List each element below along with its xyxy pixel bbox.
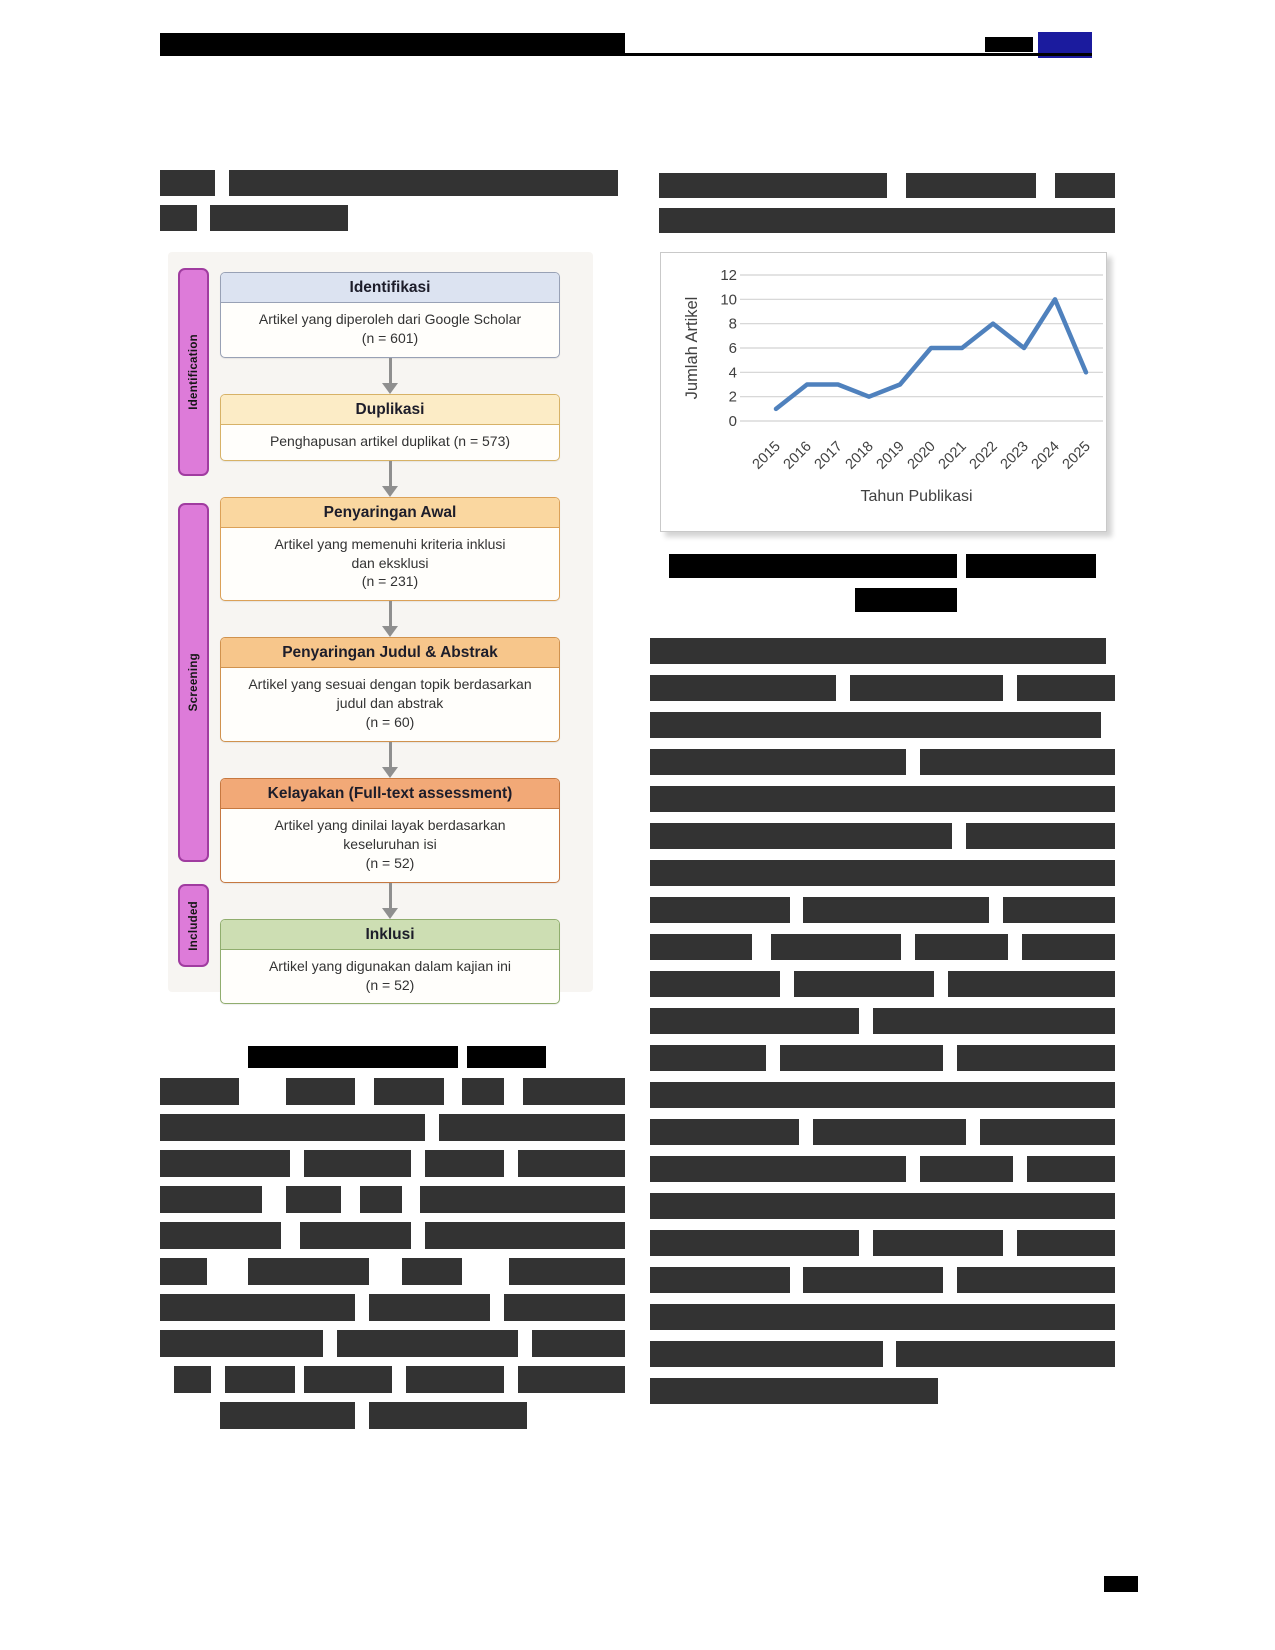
redacted-text-segment <box>906 173 1036 198</box>
flow-box-title: Identifikasi <box>221 273 559 303</box>
redacted-text-segment <box>966 823 1115 849</box>
flow-box-title: Penyaringan Judul & Abstrak <box>221 638 559 668</box>
chart-gridlines <box>740 275 1103 421</box>
flowchart-boxes <box>220 272 560 1004</box>
redacted-text-line <box>650 860 1115 886</box>
redacted-text-line <box>160 1330 625 1357</box>
flow-box-text: (n = 231) <box>361 573 419 590</box>
redacted-text-segment <box>220 1402 355 1429</box>
redacted-text-line <box>160 1046 625 1068</box>
redacted-text-line <box>985 37 1033 52</box>
redacted-left-body-text <box>160 1078 625 1438</box>
prisma-flowchart <box>168 252 593 992</box>
redacted-text-segment <box>669 554 957 578</box>
redacted-text-segment <box>160 1294 355 1321</box>
redacted-header-right-text <box>985 37 1033 53</box>
svg-text:2023: 2023 <box>997 438 1032 473</box>
svg-text:6: 6 <box>728 340 737 357</box>
redacted-text-line <box>650 823 1115 849</box>
redacted-text-segment <box>803 1267 943 1293</box>
redacted-text-segment <box>650 897 790 923</box>
svg-text:12: 12 <box>720 267 737 284</box>
redacted-text-line <box>650 897 1115 923</box>
redacted-text-segment <box>966 554 1096 578</box>
redacted-text-line <box>650 554 1115 578</box>
redacted-text-segment <box>650 1045 766 1071</box>
redacted-text-segment <box>160 1330 323 1357</box>
redacted-text-segment <box>504 1294 625 1321</box>
redacted-text-segment <box>425 1222 625 1249</box>
redacted-text-segment <box>518 1366 625 1393</box>
flow-box-title: Penyaringan Awal <box>221 498 559 528</box>
redacted-text-line <box>650 971 1115 997</box>
redacted-text-segment <box>650 1156 906 1182</box>
flow-box-text: judul dan abstrak <box>336 695 444 712</box>
redacted-right-body-text <box>650 638 1115 1408</box>
redacted-text-line <box>650 1156 1115 1182</box>
flow-box-text: (n = 52) <box>365 976 415 993</box>
redacted-text-segment <box>980 1119 1115 1145</box>
flow-box-text: (n = 52) <box>365 854 415 871</box>
redacted-text-segment <box>873 1008 1115 1034</box>
redacted-text-segment <box>855 588 957 612</box>
svg-text:2017: 2017 <box>811 438 846 473</box>
redacted-text-segment <box>160 1078 239 1105</box>
redacted-text-line <box>160 1294 625 1321</box>
redacted-text-line <box>160 1222 625 1249</box>
flow-box-inklusi <box>220 919 560 1005</box>
redacted-text-line <box>160 1114 625 1141</box>
redacted-text-segment <box>1027 1156 1115 1182</box>
flow-box-title: Duplikasi <box>221 395 559 425</box>
redacted-text-segment <box>957 1267 1115 1293</box>
flow-box-text: Penghapusan artikel duplikat (n = 573) <box>269 432 511 449</box>
svg-text:2019: 2019 <box>873 438 908 473</box>
redacted-text-line <box>650 173 1115 198</box>
redacted-text-segment <box>650 1008 859 1034</box>
stage-label-included: Included <box>187 900 200 951</box>
flow-box-text: Artikel yang digunakan dalam kajian ini <box>268 957 512 974</box>
chart-series-line <box>776 299 1086 408</box>
flow-box-body <box>221 950 559 1004</box>
redacted-text-segment <box>650 1230 859 1256</box>
redacted-text-segment <box>304 1366 392 1393</box>
flow-box-duplikasi <box>220 394 560 461</box>
redacted-text-segment <box>650 675 836 701</box>
redacted-text-line <box>160 170 618 196</box>
redacted-text-line <box>160 1150 625 1177</box>
svg-text:10: 10 <box>720 291 737 309</box>
redacted-text-segment <box>248 1046 457 1068</box>
redacted-text-segment <box>650 971 780 997</box>
redacted-text-line <box>650 749 1115 775</box>
stage-label-identification: Identification <box>187 334 200 410</box>
svg-text:0: 0 <box>728 413 737 430</box>
redacted-text-segment <box>650 1341 883 1367</box>
redacted-text-segment <box>225 1366 295 1393</box>
redacted-text-segment <box>369 1402 527 1429</box>
flow-box-text: Artikel yang sesuai dengan topik berdasarkan <box>248 676 532 693</box>
redacted-text-segment <box>300 1222 412 1249</box>
redacted-text-line <box>160 1402 625 1429</box>
redacted-text-segment <box>160 1114 425 1141</box>
redacted-text-segment <box>650 1304 1115 1330</box>
stage-bar-included <box>178 884 209 967</box>
redacted-text-line <box>160 1258 625 1285</box>
redacted-text-line <box>650 1045 1115 1071</box>
redacted-text-segment <box>532 1330 625 1357</box>
redacted-text-segment <box>160 1258 207 1285</box>
redacted-text-segment <box>771 934 901 960</box>
redacted-text-line <box>160 1366 625 1393</box>
header-rule <box>160 53 1092 56</box>
redacted-left-intro-text <box>160 170 618 236</box>
redacted-text-segment <box>803 897 989 923</box>
redacted-text-segment <box>369 1294 490 1321</box>
redacted-text-segment <box>406 1366 504 1393</box>
redacted-text-segment <box>286 1186 342 1213</box>
redacted-text-segment <box>650 1267 790 1293</box>
svg-text:2018: 2018 <box>842 438 877 473</box>
redacted-text-segment <box>523 1078 625 1105</box>
redacted-text-segment <box>467 1046 546 1068</box>
redacted-text-line <box>160 1078 625 1105</box>
redacted-text-segment <box>1003 897 1115 923</box>
flow-box-text: Artikel yang diperoleh dari Google Scholar <box>258 311 522 327</box>
redacted-text-segment <box>360 1186 402 1213</box>
redacted-text-line <box>650 1267 1115 1293</box>
redacted-text-segment <box>650 1082 1115 1108</box>
redacted-text-segment <box>780 1045 943 1071</box>
svg-text:2: 2 <box>728 388 737 406</box>
redacted-text-segment <box>160 170 215 196</box>
redacted-text-line <box>650 1341 1115 1367</box>
redacted-text-segment <box>337 1330 518 1357</box>
redacted-text-line <box>650 934 1115 960</box>
redacted-text-segment <box>160 1150 290 1177</box>
flow-box-body <box>221 425 559 460</box>
redacted-text-segment <box>659 173 887 198</box>
svg-text:8: 8 <box>728 315 737 333</box>
flow-box-penyaringan-awal <box>220 497 560 602</box>
flow-arrow-icon <box>220 742 560 778</box>
redacted-text-segment <box>374 1078 444 1105</box>
redacted-text-segment <box>462 1078 504 1105</box>
redacted-right-intro-text <box>650 173 1115 235</box>
redacted-text-segment <box>286 1078 356 1105</box>
redacted-text-line <box>650 208 1115 233</box>
flow-box-text: dan eksklusi <box>351 554 429 571</box>
flow-box-text: keseluruhan isi <box>343 835 437 852</box>
redacted-text-segment <box>650 934 752 960</box>
svg-text:2024: 2024 <box>1028 438 1063 473</box>
redacted-text-segment <box>650 638 1106 664</box>
flow-box-title: Inklusi <box>221 920 559 950</box>
redacted-text-line <box>650 1082 1115 1108</box>
svg-text:4: 4 <box>728 364 737 382</box>
redacted-text-segment <box>509 1258 625 1285</box>
redacted-page-number <box>1104 1576 1138 1592</box>
redacted-text-segment <box>915 934 1008 960</box>
chart-y-axis-label: Jumlah Artikel <box>683 296 701 400</box>
redacted-text-line <box>160 1186 625 1213</box>
stage-bar-screening <box>178 503 209 862</box>
redacted-text-segment <box>1022 934 1115 960</box>
flow-box-penyaringan-judul-abstrak <box>220 637 560 742</box>
redacted-text-segment <box>920 749 1115 775</box>
redacted-text-line <box>650 588 1115 612</box>
redacted-text-segment <box>920 1156 1013 1182</box>
redacted-text-segment <box>402 1258 462 1285</box>
redacted-chart-caption <box>650 554 1115 616</box>
redacted-flowchart-caption <box>160 1046 625 1070</box>
chart-y-tick-labels <box>720 267 737 430</box>
redacted-text-segment <box>948 971 1115 997</box>
flow-box-body <box>221 528 559 601</box>
redacted-text-line <box>650 1119 1115 1145</box>
flow-box-identifikasi <box>220 272 560 358</box>
flow-box-body <box>221 303 559 357</box>
redacted-text-segment <box>304 1150 411 1177</box>
flow-box-text: Artikel yang dinilai layak berdasarkan <box>274 817 506 834</box>
redacted-text-segment <box>518 1150 625 1177</box>
redacted-text-segment <box>659 208 1115 233</box>
chart-x-axis-label: Tahun Publikasi <box>860 488 973 505</box>
svg-text:2015: 2015 <box>749 438 784 473</box>
redacted-text-segment <box>1055 173 1115 198</box>
svg-text:2021: 2021 <box>935 438 970 473</box>
redacted-text-line <box>650 1230 1115 1256</box>
redacted-text-segment <box>794 971 934 997</box>
redacted-text-segment <box>160 1222 281 1249</box>
redacted-text-segment <box>210 205 347 231</box>
svg-text:2025: 2025 <box>1059 438 1094 473</box>
redacted-text-segment <box>650 1378 938 1404</box>
publication-year-chart-figure <box>660 252 1107 532</box>
flow-box-body <box>221 668 559 741</box>
stage-bar-identification <box>178 268 209 476</box>
redacted-text-segment <box>850 675 1003 701</box>
redacted-text-segment <box>229 170 618 196</box>
svg-text:2020: 2020 <box>904 438 939 473</box>
flow-arrow-icon <box>220 358 560 394</box>
redacted-text-segment <box>650 749 906 775</box>
redacted-text-segment <box>985 37 1033 52</box>
redacted-text-segment <box>650 786 1115 812</box>
stage-label-screening: Screening <box>187 653 200 712</box>
svg-text:2022: 2022 <box>966 438 1001 473</box>
redacted-text-segment <box>650 823 952 849</box>
flow-arrow-icon <box>220 461 560 497</box>
redacted-text-segment <box>420 1186 625 1213</box>
redacted-text-line <box>650 675 1115 701</box>
redacted-text-line <box>650 1193 1115 1219</box>
flow-box-text: (n = 601) <box>361 329 419 346</box>
publication-year-line-chart <box>661 253 1106 531</box>
redacted-text-segment <box>957 1045 1115 1071</box>
redacted-text-line <box>650 1304 1115 1330</box>
flow-arrow-icon <box>220 883 560 919</box>
redacted-text-segment <box>650 860 1115 886</box>
redacted-text-line <box>160 205 618 231</box>
redacted-text-line <box>650 638 1115 664</box>
redacted-text-segment <box>650 1119 799 1145</box>
redacted-text-segment <box>1017 675 1115 701</box>
flow-box-kelayakan <box>220 778 560 883</box>
redacted-text-segment <box>160 1186 262 1213</box>
flow-box-title: Kelayakan (Full-text assessment) <box>221 779 559 809</box>
flow-box-body <box>221 809 559 882</box>
redacted-text-segment <box>896 1341 1115 1367</box>
redacted-text-segment <box>873 1230 1003 1256</box>
flow-box-text: Artikel yang memenuhi kriteria inklusi <box>274 535 506 552</box>
redacted-text-line <box>650 1008 1115 1034</box>
redacted-text-segment <box>1017 1230 1115 1256</box>
flow-arrow-icon <box>220 601 560 637</box>
redacted-text-segment <box>650 1193 1115 1219</box>
redacted-text-segment <box>813 1119 966 1145</box>
redacted-running-head <box>160 33 625 55</box>
redacted-text-segment <box>160 33 625 54</box>
redacted-text-line <box>160 33 625 54</box>
flow-box-text: (n = 60) <box>365 714 415 731</box>
redacted-text-segment <box>248 1258 369 1285</box>
redacted-text-segment <box>174 1366 211 1393</box>
svg-text:2016: 2016 <box>780 438 815 473</box>
redacted-text-segment <box>160 205 197 231</box>
redacted-text-line <box>650 712 1115 738</box>
redacted-text-segment <box>439 1114 625 1141</box>
redacted-text-line <box>650 1378 1115 1404</box>
redacted-text-segment <box>650 712 1101 738</box>
redacted-text-line <box>650 786 1115 812</box>
redacted-text-segment <box>425 1150 504 1177</box>
chart-x-tick-labels <box>750 439 1094 473</box>
